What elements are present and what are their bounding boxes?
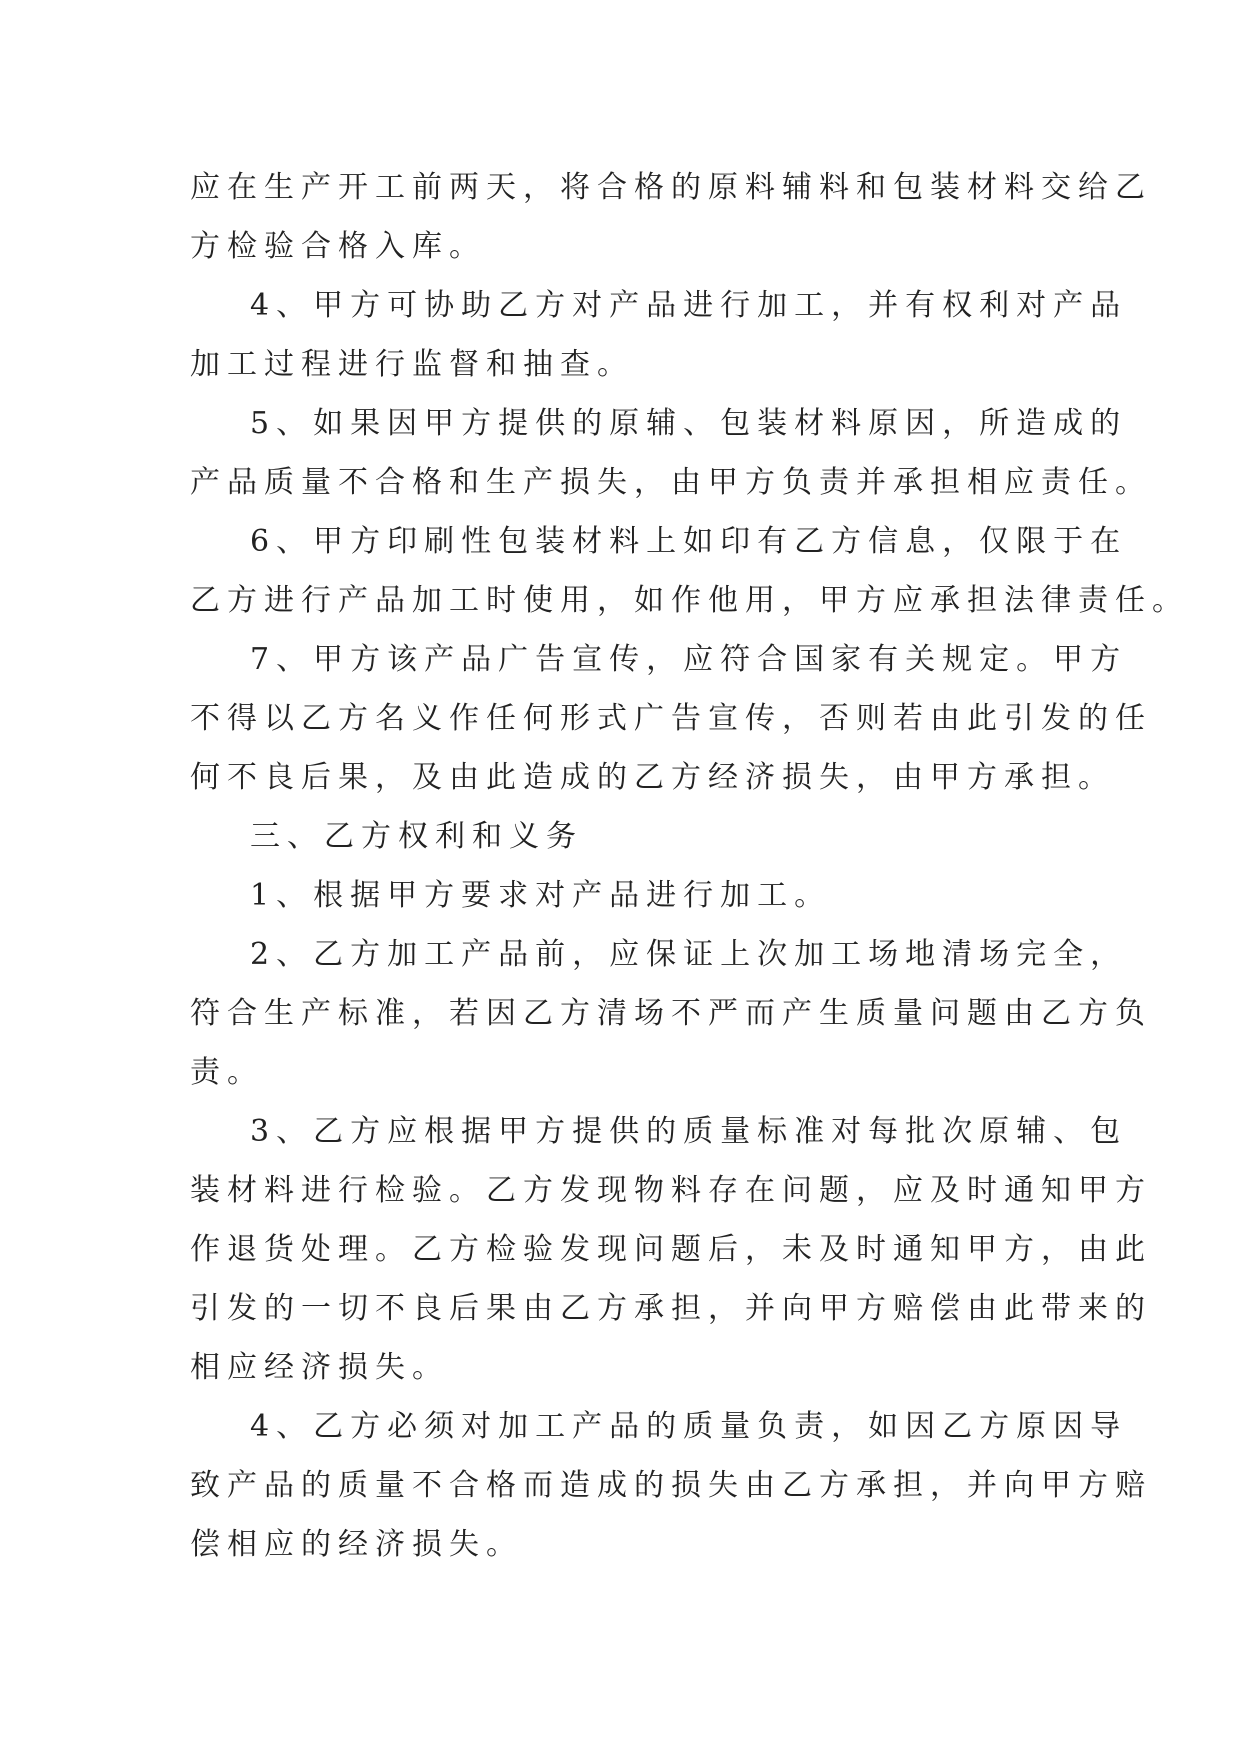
paragraph-item-4-party-a	[190, 276, 1128, 394]
text-line: 作退货处理。乙方检验发现问题后，未及时通知甲方，由此	[190, 1232, 1152, 1267]
paragraph-item-3-party-b	[190, 1102, 1152, 1397]
text-line: 乙方进行产品加工时使用，如作他用，甲方应承担法律责任。	[190, 583, 1189, 618]
text-line: 责。	[190, 1055, 264, 1090]
text-line: 致产品的质量不合格而造成的损失由乙方承担，并向甲方赔	[190, 1468, 1152, 1503]
section-heading-party-b	[190, 807, 1060, 866]
text-line: 装材料进行检验。乙方发现物料存在问题，应及时通知甲方	[190, 1173, 1152, 1208]
paragraph-item-6-party-a	[190, 512, 1189, 630]
paragraph-item-5-party-a	[190, 394, 1152, 512]
text-line: 相应经济损失。	[190, 1350, 449, 1385]
paragraph-item-7-party-a	[190, 630, 1152, 807]
text-line: 4、乙方必须对加工产品的质量负责，如因乙方原因导	[250, 1409, 1128, 1444]
text-line: 何不良后果，及由此造成的乙方经济损失，由甲方承担。	[190, 760, 1115, 795]
text-line: 1、根据甲方要求对产品进行加工。	[250, 878, 832, 913]
paragraph-item-2-party-b	[190, 925, 1152, 1102]
text-line: 符合生产标准，若因乙方清场不严而产生质量问题由乙方负	[190, 996, 1152, 1031]
document-body	[190, 158, 1189, 1574]
text-line: 不得以乙方名义作任何形式广告宣传，否则若由此引发的任	[190, 701, 1152, 736]
text-line: 4、甲方可协助乙方对产品进行加工，并有权利对产品	[250, 288, 1128, 323]
text-line: 引发的一切不良后果由乙方承担，并向甲方赔偿由此带来的	[190, 1291, 1152, 1326]
text-line: 加工过程进行监督和抽查。	[190, 347, 634, 382]
text-line: 2、乙方加工产品前，应保证上次加工场地清场完全，	[250, 937, 1128, 972]
paragraph-continuation	[190, 158, 1152, 276]
paragraph-item-1-party-b	[190, 866, 1060, 925]
text-line: 应在生产开工前两天，将合格的原料辅料和包装材料交给乙	[190, 170, 1152, 205]
section-heading: 三、乙方权利和义务	[250, 819, 583, 854]
text-line: 5、如果因甲方提供的原辅、包装材料原因，所造成的	[250, 406, 1128, 441]
text-line: 6、甲方印刷性包装材料上如印有乙方信息，仅限于在	[250, 524, 1128, 559]
text-line: 产品质量不合格和生产损失，由甲方负责并承担相应责任。	[190, 465, 1152, 500]
text-line: 7、甲方该产品广告宣传，应符合国家有关规定。甲方	[250, 642, 1128, 677]
text-line: 方检验合格入库。	[190, 229, 486, 264]
text-line: 偿相应的经济损失。	[190, 1527, 523, 1562]
paragraph-item-4-party-b	[190, 1397, 1152, 1574]
text-line: 3、乙方应根据甲方提供的质量标准对每批次原辅、包	[250, 1114, 1128, 1149]
